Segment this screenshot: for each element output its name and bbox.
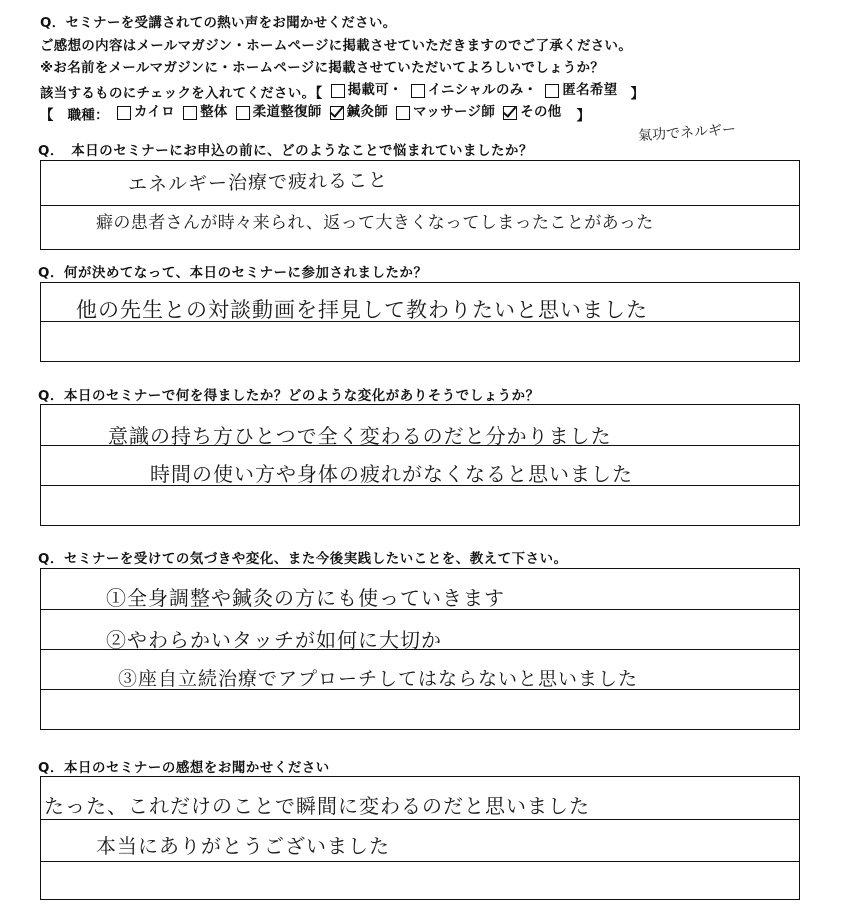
checkbox[interactable] [183,106,197,120]
publish-option-initials[interactable] [408,81,538,100]
checkbox-checked[interactable] [503,106,517,120]
header-line-3: ※お名前をメールマガジンに・ホームページに掲載させていただいてよろしいでしょうか？ [40,61,605,76]
checkbox[interactable] [396,106,410,120]
question-5-prompt: Q．本日のセミナーの感想をお聞かせください [38,761,330,776]
publish-option-label: 掲載可・ [347,83,403,98]
answer-line [41,205,799,206]
occupation-label: マッサージ師 [413,105,496,120]
occupation-acupuncture[interactable] [327,103,388,122]
publish-suffix: 】 [630,86,645,102]
occupation-row [40,103,590,126]
answer-5-line-1: たった、これだけのことで瞬間に変わるのだと思いました [44,794,590,818]
occupation-label: 柔道整復師 [252,105,322,120]
question-2-prompt: Q．何が決めてなって、本日のセミナーに参加されましたか？ [38,266,428,281]
occupation-massage[interactable] [393,103,495,122]
checkbox[interactable] [411,84,425,98]
answer-2-line-1: 他の先生との対談動画を拝見して教わりたいと思いました [76,298,648,322]
occupation-prefix: 【 職種： [40,108,109,124]
answer-3-line-1: 意識の持ち方ひとつで全く変わるのだと分かりました [108,424,612,448]
checkbox[interactable] [545,84,559,98]
answer-5-line-2: 本当にありがとうございました [96,834,390,858]
answer-4-line-3: ③座自立続治療でアプローチしてはならないと思いました [118,668,639,690]
occupation-judo[interactable] [233,103,322,122]
occupation-seitai[interactable] [180,103,228,122]
publish-option-label: イニシャルのみ・ [427,83,538,98]
checkbox[interactable] [117,106,131,120]
occupation-suffix: 】 [576,108,591,124]
answer-line [41,861,799,862]
checkbox-checked[interactable] [330,106,344,120]
question-3-prompt: Q．本日のセミナーで何を得ましたか？どのような変化がありそうでしょうか？ [38,389,540,404]
answer-line [41,819,799,820]
occupation-label: 鍼灸師 [346,105,389,120]
occupation-label: 整体 [200,105,228,120]
question-4-prompt: Q．セミナーを受けての気づきや変化、また今後実践したいことを、教えて下さい。 [38,552,568,567]
occupation-other-note: 氣功でネルギー [637,121,737,145]
answer-4-line-2: ②やわらかいタッチが如何に大切か [106,628,442,652]
header-line-2: ご感想の内容はメールマガジン・ホームページに掲載させていただきますのでご了承ください。 [40,39,633,54]
publish-prefix: 該当するものにチェックを入れてください。【 [40,86,323,102]
answer-1-line-2: 癖の患者さんが時々来られ、返って大きくなってしまったことがあった [96,213,654,233]
question-1-prompt: Q． 本日のセミナーにお申込の前に、どのようなことで悩まれていましたか？ [38,144,533,159]
checkbox[interactable] [331,84,345,98]
publish-option-allowed[interactable] [328,81,403,100]
publish-consent-row [40,81,644,104]
answer-3-line-2: 時間の使い方や身体の疲れがなくなると思いました [150,462,633,486]
header-line-1: Q．セミナーを受講されての熱い声をお聞かせください。 [40,16,397,31]
publish-option-anonymous[interactable] [542,81,617,100]
publish-option-label: 匿名希望 [562,83,618,98]
occupation-other[interactable] [500,103,561,122]
answer-4-line-1: ①全身調整や鍼灸の方にも使っていきます [106,586,505,610]
checkbox[interactable] [236,106,250,120]
occupation-label: カイロ [134,105,175,120]
occupation-label: その他 [520,105,562,120]
answer-1-line-1: エネルギー治療で疲れること [127,169,389,196]
occupation-chiro[interactable] [114,103,175,122]
